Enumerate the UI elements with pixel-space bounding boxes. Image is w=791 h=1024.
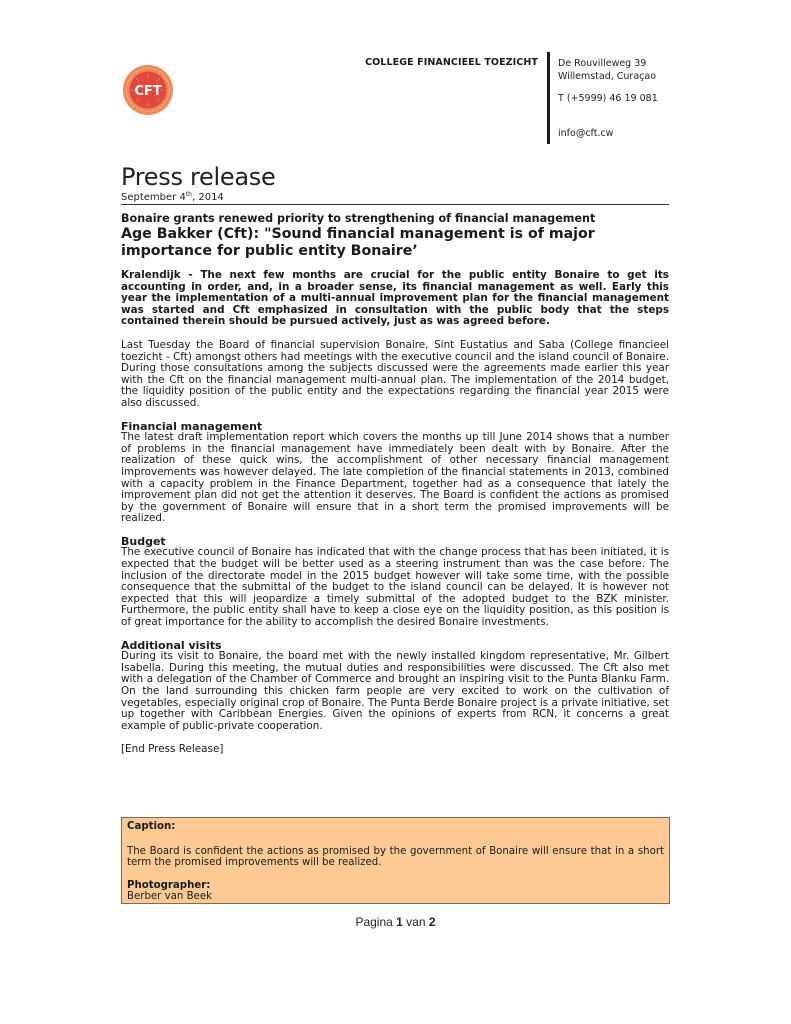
article-body [121, 270, 669, 756]
section-text-budget: The executive council of Bonaire has indicated that with the change process that has been initiated, it is expected that the budget will be better used as a steering instrument than was the case before. The inclusion of the directorate model in the 2015 budget however will take some time, with the possible consequence that the submittal of the budget to the island council can be delayed. It is however not expected that this will jeopardize a timely submittal of the adopted budget to the BZK minister. Furthermore, the public entity shall have to keep a close eye on the liquidity position, as this position is of great importance for the ability to accomplish the desired Bonaire investments. [121, 546, 669, 629]
document-title: Press release [121, 163, 276, 191]
subheadline: Bonaire grants renewed priority to strengthening of financial management [121, 212, 596, 225]
page-number [0, 915, 791, 929]
release-date [121, 191, 669, 205]
contact-block [558, 57, 658, 140]
caption-text: The Board is confident the actions as promised by the government of Bonaire will ensure that in a short term the promised improvements will be realized. [127, 845, 664, 869]
lead-paragraph: Kralendijk - The next few months are crucial for the public entity Bonaire to get its accounting in order, and, in a broader sense, its financial management as well. Early this year the implementation of a multi-annual improvement plan for the financial management was started and Cft emphasized in consultation with the public body that the steps contained therein should be pursued actively, just as was agreed before. [121, 269, 669, 328]
cft-logo-icon [122, 64, 174, 116]
photographer-name: Berber van Beek [127, 891, 212, 903]
section-title-financial-management: Financial management [121, 419, 263, 433]
current-page: 1 [396, 915, 403, 929]
phone-number: T (+5999) 46 19 081 [558, 93, 658, 104]
date-month-day: September 4 [121, 192, 186, 203]
total-pages: 2 [428, 915, 436, 929]
address-street: De Rouvilleweg 39 [558, 58, 647, 69]
section-text-financial-management: The latest draft implementation report which covers the months up till June 2014 shows that a number of problems in the financial management have immediately been dealt with by Bonaire. After the realization of these quick wins, the accomplishment of other necessary financial management improvements was however delayed. The late completion of the financial statements in 2013, combined with a capacity problem in the Finance Department, together had as a consequence that lately the improvement plan did not get the attention it deserves. The Board is confident the actions as promised by the government of Bonaire will ensure that in a short term the promised improvements will be realized. [121, 431, 669, 525]
page-prefix: Pagina [355, 915, 397, 929]
caption-box [121, 817, 670, 904]
letterhead-divider [547, 52, 550, 144]
logo-text: CFT [134, 84, 162, 99]
page-middle: van [402, 915, 429, 929]
headline: Age Bakker (Cft): "Sound financial management is of major importance for public entity Bonaire’ [121, 226, 595, 259]
intro-paragraph: Last Tuesday the Board of financial supervision Bonaire, Sint Eustatius and Saba (College financieel toezicht - Cft) amongst others had meetings with the executive council and the island council of Bonaire. During those consultations among the subjects discussed were the agreements made earlier this year with the Cft on the financial management multi-annual plan. The implementation of the 2014 budget, the liquidity position of the public entity and the expectations regarding the financial year 2015 were also discussed. [121, 338, 669, 409]
organization-name: COLLEGE FINANCIEEL TOEZICHT [365, 57, 538, 68]
section-text-additional-visits: During its visit to Bonaire, the board met with the newly installed kingdom representative, Mr. Gilbert Isabella. During this meeting, the mutual duties and responsibilities were discussed. The Cft also met with a delegation of the Chamber of Commerce and brought an inspiring visit to the Punta Blanku Farm. On the land surrounding this chicken farm people are very excited to work on the cultivation of vegetables, especially original crop of Bonaire. The Punta Berde Bonaire project is a private initiative, set up together with Caribbean Energies. Given the opinions of experts from RCN, it concerns a great example of public-private cooperation. [121, 650, 669, 732]
email-address[interactable]: info@cft.cw [558, 128, 614, 139]
date-suffix: th [185, 191, 192, 198]
end-press-release-marker: [End Press Release] [121, 743, 224, 756]
address-city: Willemstad, Curaçao [558, 71, 657, 82]
section-title-budget: Budget [121, 534, 166, 548]
caption-label: Caption: [127, 821, 176, 832]
photographer-label: Photographer: [127, 879, 211, 891]
section-title-additional-visits: Additional visits [121, 638, 222, 652]
date-year: , 2014 [191, 192, 224, 203]
